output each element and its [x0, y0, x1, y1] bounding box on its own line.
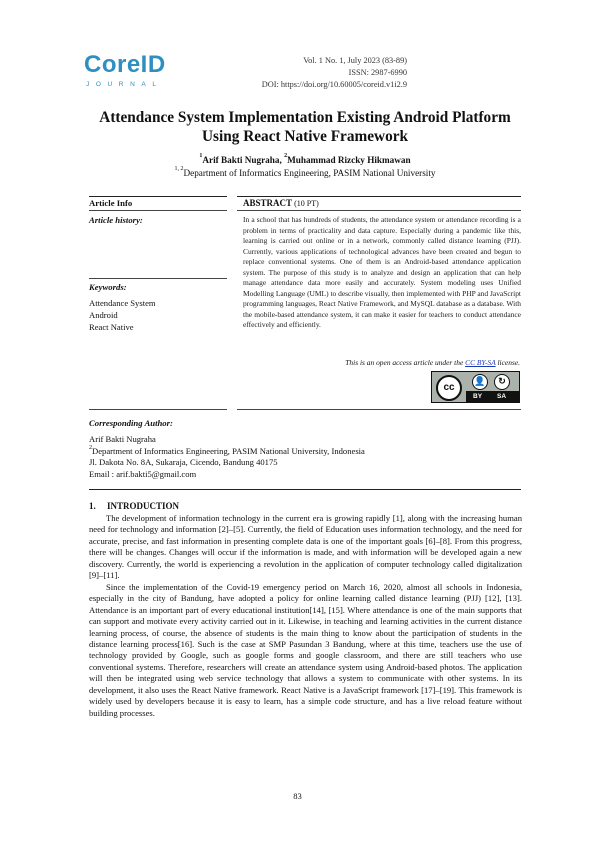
article-info-top-rule: [89, 196, 227, 197]
affiliation-text: Department of Informatics Engineering, PASIM National University: [183, 168, 436, 178]
abstract-heading: [243, 198, 319, 209]
article-info-heading: Article Info: [89, 198, 133, 208]
keywords-label: Keywords:: [89, 282, 127, 292]
author2-sup: 2: [284, 153, 288, 159]
intro-paragraph: The development of information technology in the current era is growing rapidly [1], along with the increasing human need for technology and information [2]–[5]. Currently, the field of Education uses information technology, and the need for accurate, precise, and fast information in presenting complete data is one of the important goals [6]–[8]. From this progress, there will be changes. Changes will occur if the information is made, and with information will be developed again a new discovery. Currently, the world is experiencing a revolution in the application of computer technology called digitalization [9]–[11].: [89, 513, 522, 581]
logo-wordmark: CoreID: [84, 51, 166, 78]
section-title: INTRODUCTION: [107, 501, 180, 511]
article-info-sub-rule: [89, 210, 227, 211]
affiliation: [60, 167, 550, 179]
doi-link[interactable]: DOI: https://doi.org/10.60005/coreid.v1i2.9: [261, 80, 407, 89]
author-2: Muhammad Rizcky Hikmawan: [287, 155, 411, 165]
abstract-font-tag: (10 PT): [294, 199, 319, 208]
cc-by-sa-badge[interactable]: [431, 371, 520, 403]
abstract-sub-rule: [237, 210, 521, 211]
keyword-item: Android: [89, 310, 118, 320]
paper-title: [60, 108, 550, 146]
keywords-rule: [89, 278, 227, 279]
introduction-body: [89, 513, 522, 719]
keyword-item: React Native: [89, 322, 134, 332]
badge-sa-label: SA: [497, 393, 507, 400]
license-statement: [345, 358, 520, 368]
license-prefix: This is an open access article under the: [345, 358, 466, 367]
license-suffix: license.: [495, 358, 520, 367]
section-heading-introduction: [89, 501, 179, 512]
section-number: 1.: [89, 501, 96, 511]
author-list: [60, 154, 550, 166]
corresponding-address: Jl. Dakota No. 8A, Sukaraja, Cicendo, Bandung 40175: [89, 457, 278, 467]
corresponding-email[interactable]: Email : arif.bakti5@gmail.com: [89, 468, 197, 479]
license-link[interactable]: CC BY-SA: [465, 358, 496, 367]
author-1: Arif Bakti Nugraha,: [202, 155, 285, 165]
logo-subtitle: JOURNAL: [86, 81, 163, 88]
issn-info: ISSN: 2987-6990: [348, 68, 407, 77]
corresponding-author-heading: Corresponding Author:: [89, 418, 173, 428]
affiliation-sup: 1, 2: [174, 166, 184, 172]
abstract-text: In a school that has hundreds of students, the attendance system or attendance recording is a problem in terms of practicality and data capture. Especially during a pandemic like this, learning is carried out online or in a network, commonly called distance learning (PJJ). Currently, various applications of technological advances have been created and begun to replace conventional systems. One of them is an Android-based attendance application system. The purpose of this study is to analyze and design an application that can help manage attendance data more easily and accurately. System modeling uses Unified Modelling Language (UML) to describe visually, then implemented with PHP and JavaScript programming languages, React Native Framework, and MySQL database as a database. With the mobile-based attendance system, it can make it easier for teachers to conduct attendance effectively and efficiently.: [243, 215, 521, 330]
keyword-item: Attendance System: [89, 298, 156, 308]
journal-logo: [84, 52, 164, 94]
attribution-icon: 👤: [472, 374, 488, 390]
title-line-2: Using React Native Framework: [201, 128, 409, 145]
article-history-label: Article history:: [89, 215, 143, 225]
abstract-heading-label: ABSTRACT: [243, 198, 292, 208]
journal-info: [262, 55, 407, 91]
corresponding-author-block: [89, 434, 365, 480]
corresponding-name: Arif Bakti Nugraha: [89, 434, 156, 444]
badge-label-strip: [466, 391, 519, 402]
share-alike-icon: ↻: [494, 374, 510, 390]
badge-by-label: BY: [473, 393, 483, 400]
title-line-1: Attendance System Implementation Existing Android Platform: [99, 109, 511, 126]
volume-info: Vol. 1 No. 1, July 2023 (83-89): [303, 56, 407, 65]
front-matter-bottom-rule: [89, 489, 521, 490]
corresponding-dept-line: [89, 446, 365, 458]
abstract-top-rule: [237, 196, 521, 197]
keywords-list: [89, 297, 156, 333]
corresponding-dept-sup: 2: [89, 444, 92, 451]
article-info-bottom-rule: [89, 409, 227, 410]
corresponding-dept: Department of Informatics Engineering, PASIM National University, Indonesia: [92, 445, 365, 456]
author1-sup: 1: [199, 153, 203, 159]
abstract-bottom-rule: [237, 409, 521, 410]
intro-paragraph: Since the implementation of the Covid-19 emergency period on March 16, 2020, almost all schools in Indonesia, especially in the city of Bandung, have adopted a policy for online learning called distance learning (PJJ) [12], [13]. Attendance is an important part of every educational institution[14], [15]. Where attendance is one of the main supports that can support and motivate every activity carried out in it. Likewise, in teaching and learning activities in the current distance learning process, of course, the absence of students is the main thing to know about the participation of students in the distance learning process[16]. Such is the case at SMP Pasundan 3 Bandung, where at this time, teachers use the use of technology provided by Google, such as google forms and google classroom, and there are still teachers who use conventional systems. Therefore, researchers will create an attendance system using Android-based photos. The application will then be integrated using web service technology that allows a system to communicate with other systems. In its development, it also uses the React Native framework. React Native is a JavaScript framework [17]–[19]. This framework is widely used by developers because it is easy to learn, has a simple code structure, and has a live reload feature without building processes.: [89, 581, 522, 718]
page-number: 83: [293, 791, 302, 801]
cc-icon: cc: [436, 375, 462, 401]
